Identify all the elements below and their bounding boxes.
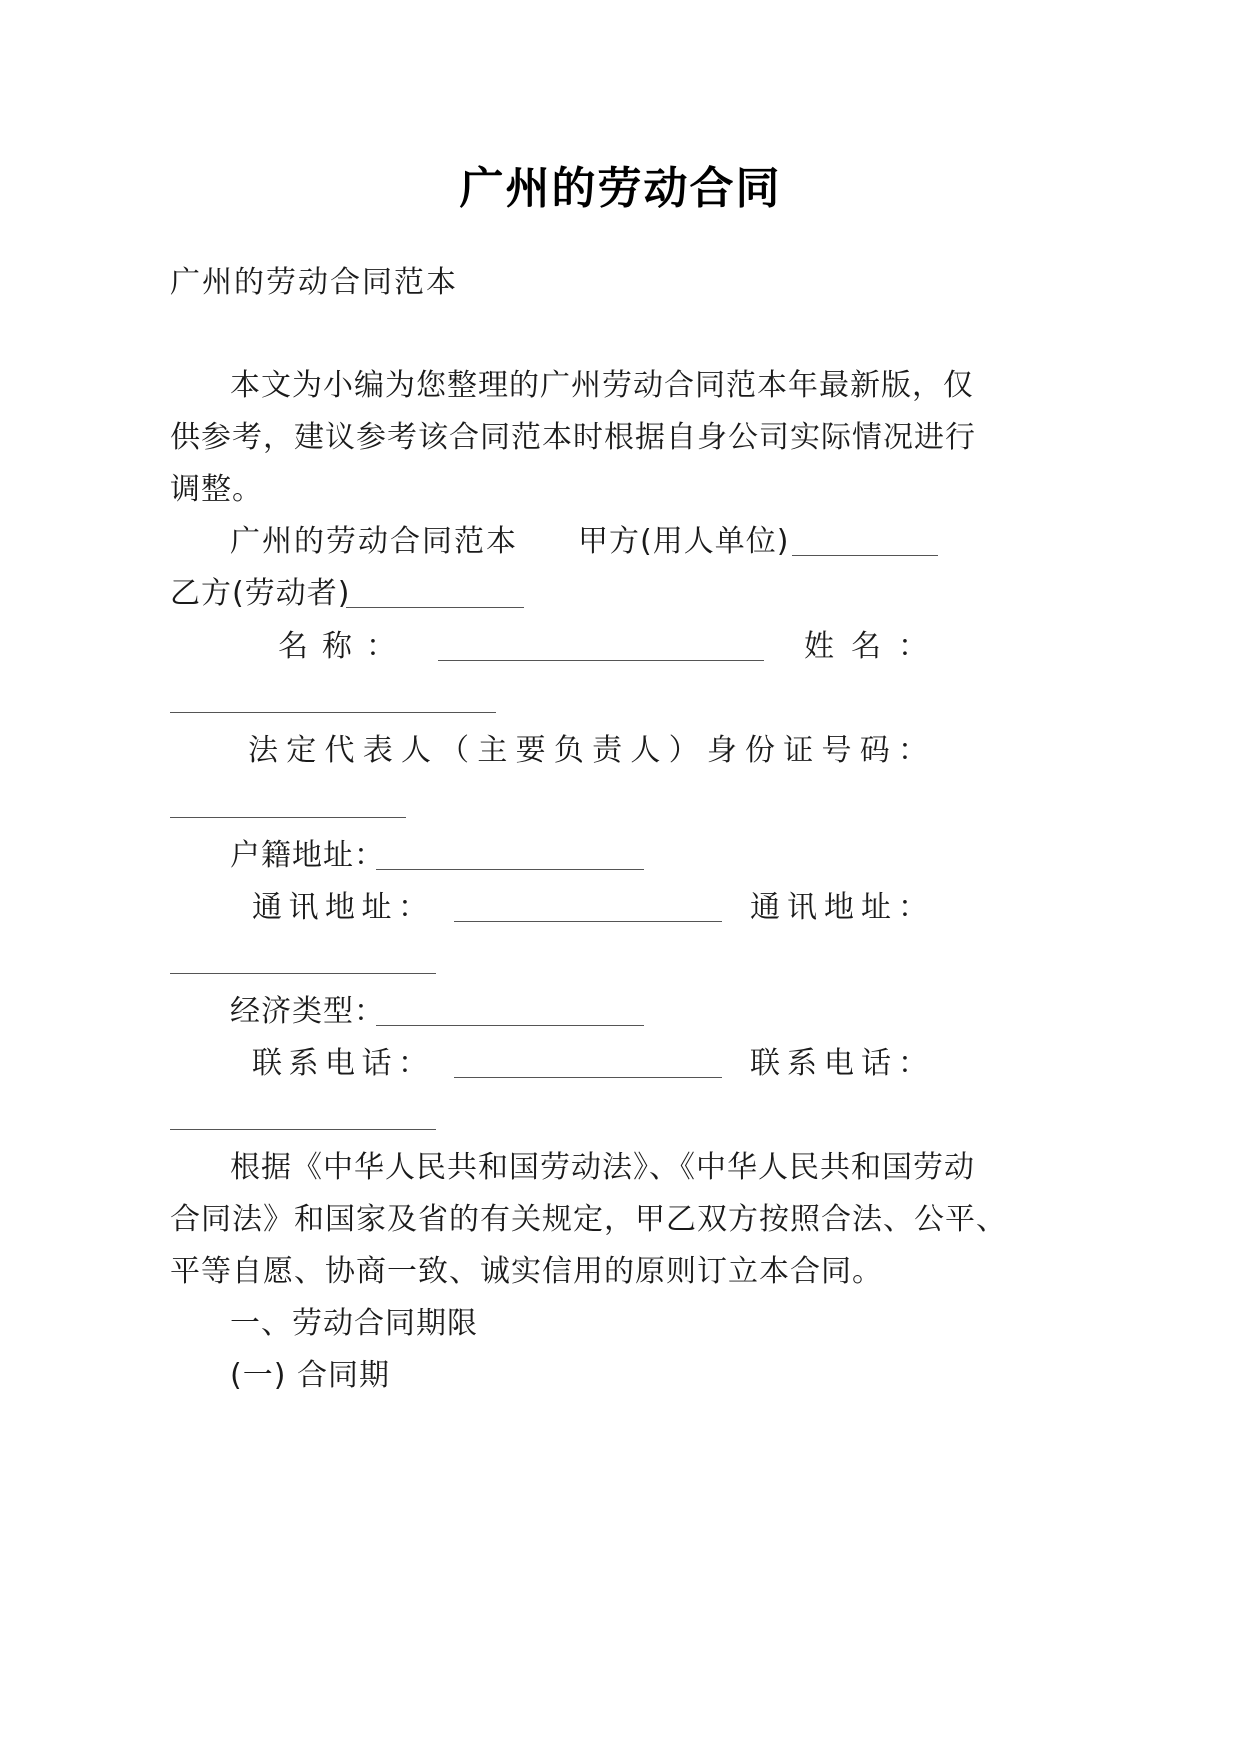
household-address-label: 户籍地址： (230, 838, 385, 873)
person-name-label (804, 627, 928, 667)
label-char: 要 (515, 733, 546, 768)
name-label-char: ： (366, 629, 396, 664)
label-char: 讯 (288, 890, 319, 925)
label-char: ： (897, 733, 928, 768)
label-char: 址 (361, 890, 392, 925)
label-char: 份 (745, 733, 776, 768)
label-char: 讯 (787, 890, 817, 925)
contact-address-a-label (252, 888, 428, 928)
basis-line-1: 根据《中华人民共和国劳动法》、《中华人民共和国劳动 (230, 1150, 975, 1185)
name-label-char: 名 (278, 629, 308, 664)
basis-line-3: 平等自愿、协商一致、诚实信用的原则订立本合同。 (170, 1254, 883, 1289)
label-char: 法 (248, 733, 278, 768)
phone-a-label (252, 1044, 428, 1084)
basis-line-2: 合同法》和国家及省的有关规定，甲乙双方按照合法、公平、 (170, 1202, 1007, 1237)
label-char: 身 (706, 733, 737, 768)
phone-b-blank[interactable] (170, 1129, 436, 1130)
label-char: 号 (821, 733, 852, 768)
phone-a-blank[interactable] (454, 1077, 722, 1078)
label-char: 址 (861, 890, 891, 925)
label-char: 证 (783, 733, 814, 768)
label-char: 电 (824, 1046, 854, 1081)
label-char: （ (439, 733, 470, 768)
label-char: 系 (288, 1046, 319, 1081)
id-number-blank[interactable] (170, 817, 406, 818)
name-label-char: 称 (322, 629, 352, 664)
label-char: 人 (400, 733, 431, 768)
label-char: 地 (325, 890, 355, 925)
label-char: 联 (252, 1046, 282, 1081)
section-1-heading: 一、劳动合同期限 (230, 1306, 478, 1341)
label-char: 码 (859, 733, 890, 768)
person-name-blank[interactable] (170, 712, 496, 713)
label-char: 通 (750, 890, 780, 925)
name-label (278, 627, 396, 667)
intro-line-2: 供参考，建议参考该合同范本时根据自身公司实际情况进行 (170, 420, 976, 455)
label-char: 电 (325, 1046, 355, 1081)
economic-type-label: 经济类型： (230, 994, 385, 1029)
contact-address-b-label (750, 888, 928, 928)
document-title: 广州的劳动合同 (459, 163, 782, 214)
label-char: 代 (324, 733, 355, 768)
label-char: ： (898, 890, 928, 925)
label-char: 话 (861, 1046, 891, 1081)
intro-line-1: 本文为小编为您整理的广州劳动合同范本年最新版，仅 (230, 368, 974, 403)
label-char: 负 (553, 733, 584, 768)
party-b-blank[interactable] (346, 607, 524, 608)
label-char: 话 (361, 1046, 392, 1081)
party-b-label: 乙方(劳动者) (170, 576, 351, 611)
person-name-label-char: ： (898, 629, 928, 664)
label-char: 定 (286, 733, 317, 768)
label-char: 地 (824, 890, 854, 925)
contact-address-a-blank[interactable] (454, 921, 722, 922)
label-char: ） (668, 733, 699, 768)
section-1-sub-1: (一) 合同期 (230, 1358, 390, 1393)
economic-type-blank[interactable] (376, 1025, 644, 1026)
intro-line-3: 调整。 (170, 472, 263, 507)
person-name-label-char: 姓 (804, 629, 834, 664)
party-a-blank[interactable] (792, 555, 938, 556)
label-char: 联 (750, 1046, 780, 1081)
person-name-label-char: 名 (851, 629, 881, 664)
document-subtitle: 广州的劳动合同范本 (170, 265, 458, 300)
label-char: ： (398, 890, 428, 925)
label-char: ： (398, 1046, 428, 1081)
label-char: 主 (477, 733, 508, 768)
name-blank[interactable] (438, 660, 764, 661)
label-char: 通 (252, 890, 282, 925)
label-char: 表 (362, 733, 393, 768)
label-char: 责 (592, 733, 623, 768)
label-char: 系 (787, 1046, 817, 1081)
contact-address-b-blank[interactable] (170, 973, 436, 974)
phone-b-label (750, 1044, 928, 1084)
party-a-label: 甲方(用人单位) (578, 524, 790, 559)
label-char: ： (898, 1046, 928, 1081)
household-address-blank[interactable] (376, 869, 644, 870)
legal-rep-id-label (248, 731, 928, 771)
label-char: 人 (630, 733, 661, 768)
parties-header: 广州的劳动合同范本 (230, 524, 518, 559)
